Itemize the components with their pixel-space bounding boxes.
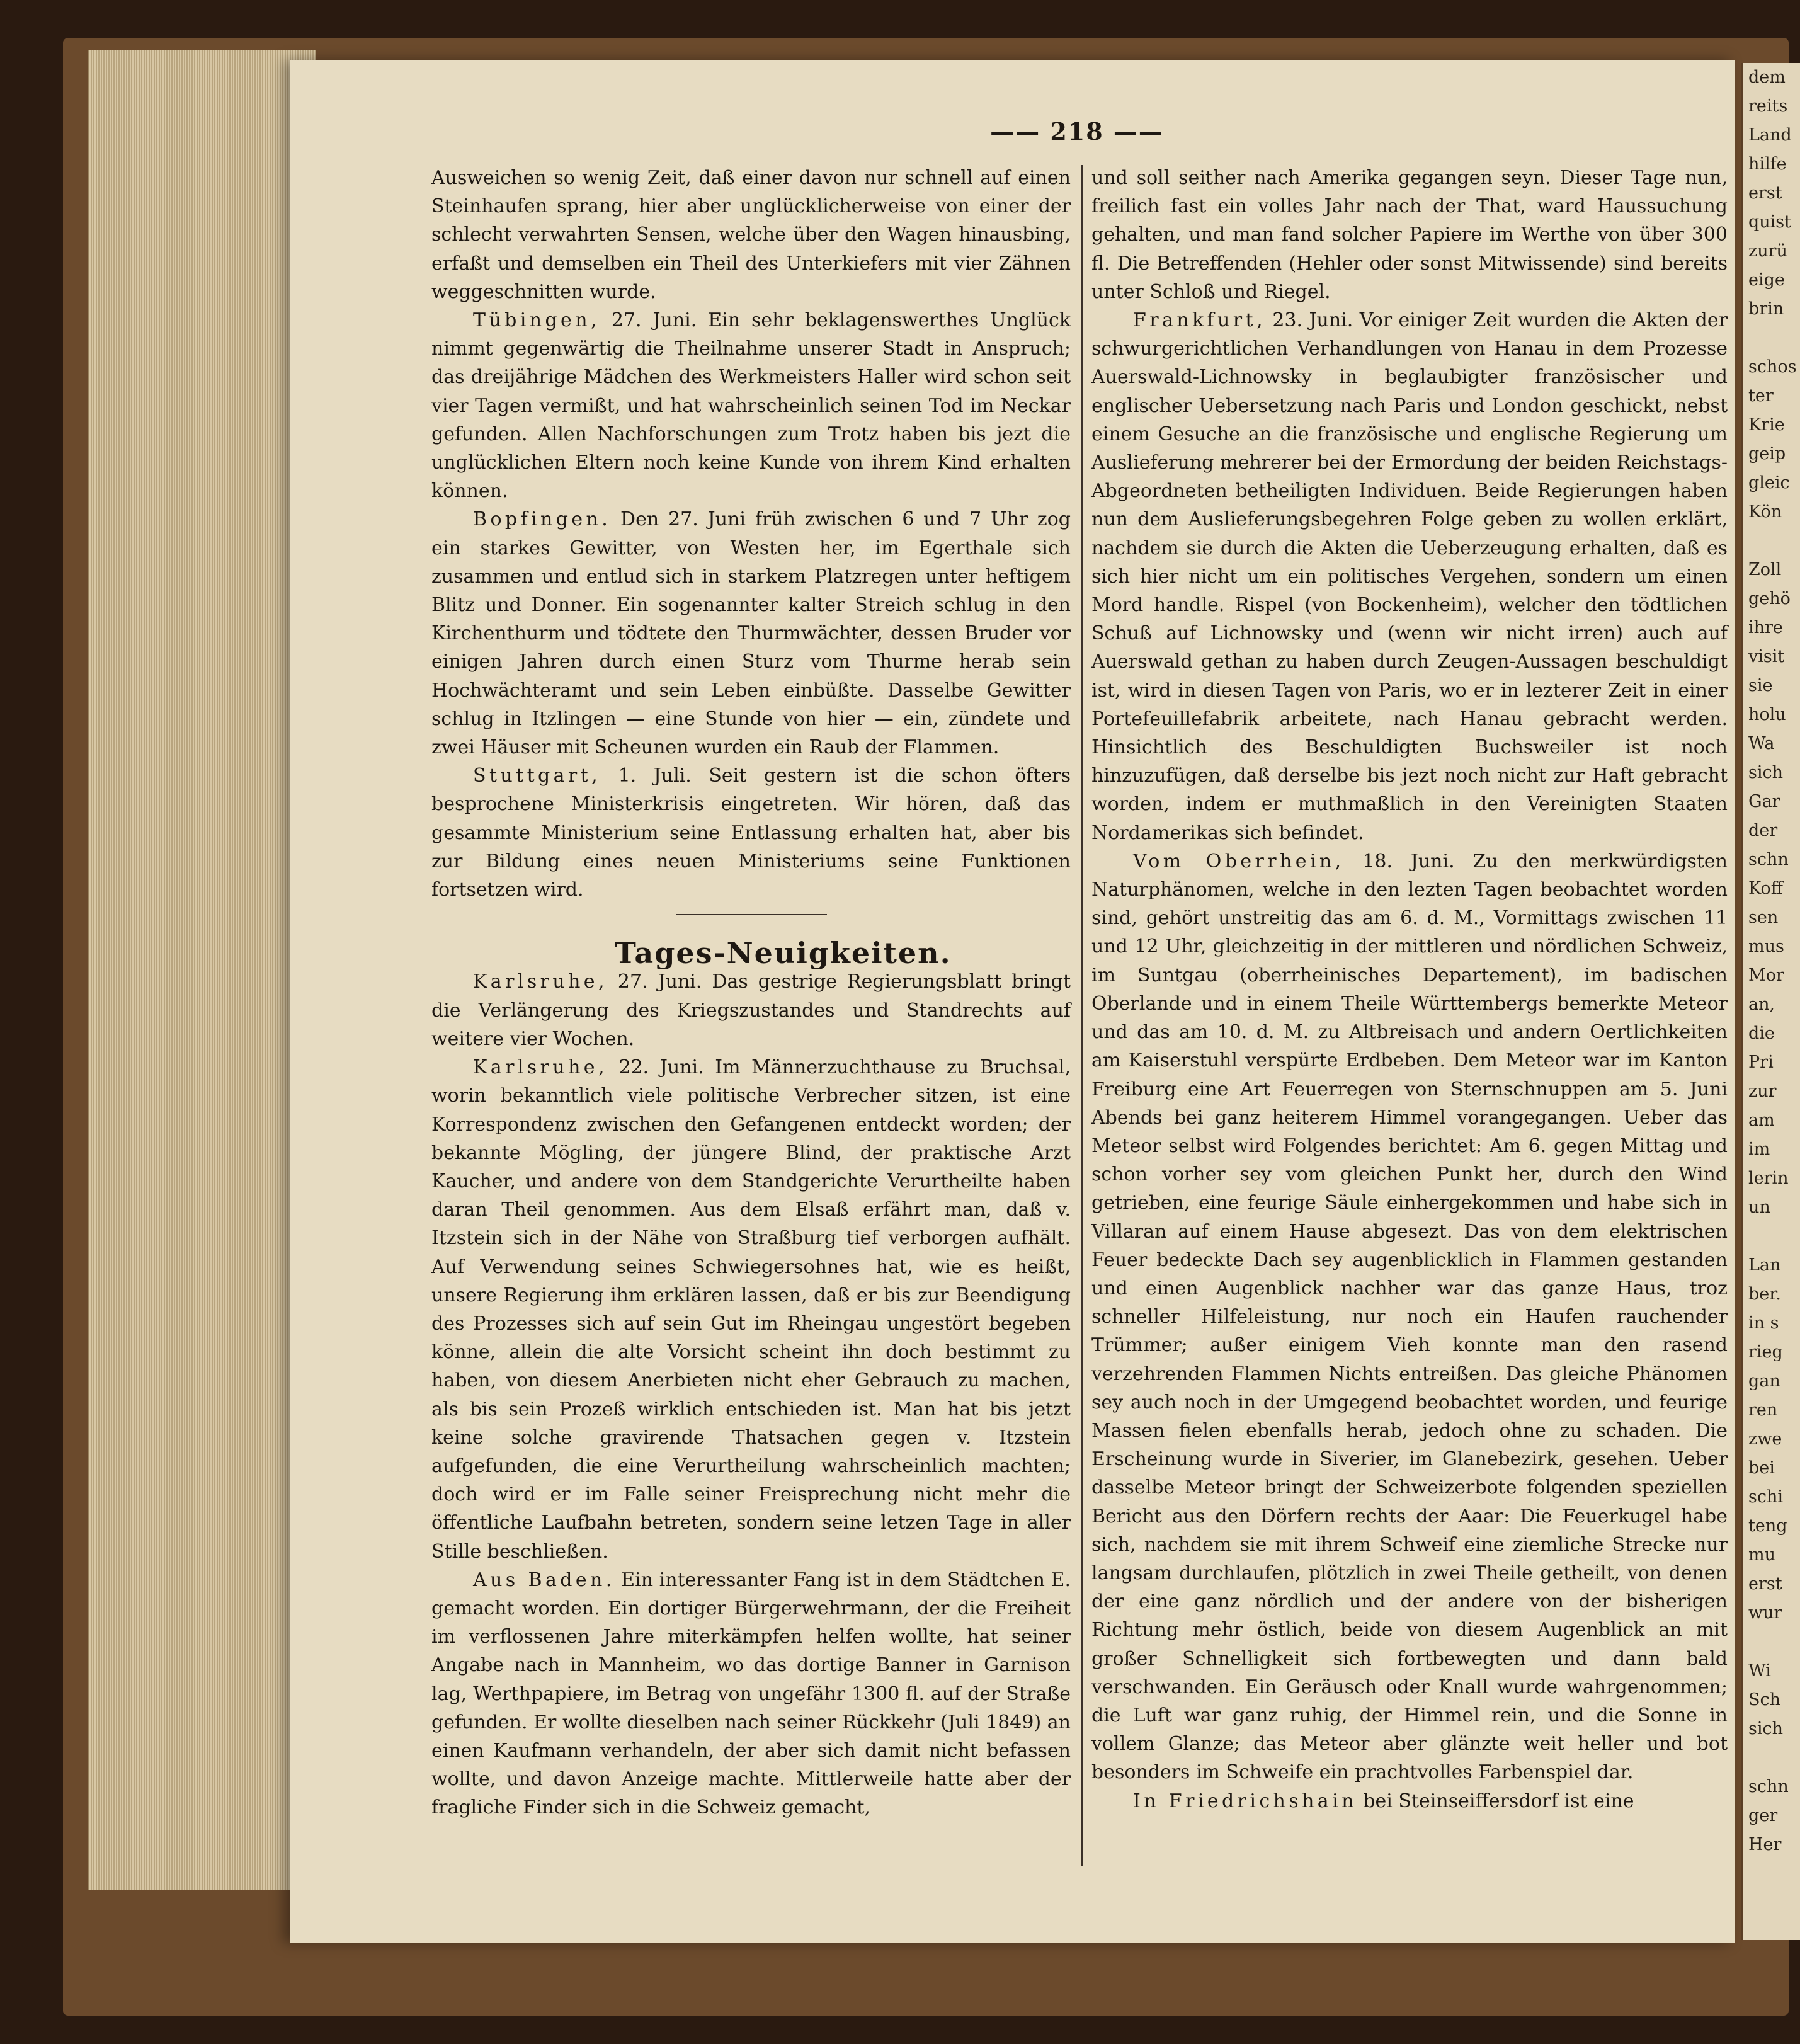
- word-fragment: gehö: [1748, 589, 1791, 608]
- word-fragment: un: [1748, 1197, 1770, 1217]
- word-fragment: eige: [1748, 270, 1785, 290]
- word-fragment: [1743, 1222, 1800, 1251]
- paragraph: Karlsruhe, 22. Juni. Im Männerzuchthause zu Bruchsal, worin bekanntlich viele politische Verbrecher sitzen, ist eine Korrespondenz zwischen den Gefangenen entdeckt worden; der bekannte Mögling, der jüngere Blind, der praktische Arzt Kaucher, und andere von dem Standgerichte Verurtheilte haben daran Theil genommen. Aus dem Elsaß erfährt man, daß v. Itzstein sich in der Nähe von Straßburg tief verborgen aufhält. Auf Verwendung seines Schwiegersohnes hat, wie es heißt, unsere Regierung ihm erklären lassen, daß er bis zur Beendigung des Prozesses sich auf sein Gut im Rheingau ungestört begeben könne, allein die alte Vorsicht scheint ihn doch bestimmt zu haben, von diesem Anerbieten nicht eher Gebrauch zu machen, als bis sein Prozeß wirklich entschieden ist. Man hat bis jetzt keine solche gravirende Thatsachen gegen v. Itzstein aufgefunden, die eine Verurtheilung wahrscheinlich machten; doch wird er im Falle seiner Freisprechung nicht mehr die öffentliche Laufbahn betreten, sondern seine letzen Tage in aller Stille beschließen.: [431, 1056, 1071, 1563]
- paragraph: Aus Baden. Ein interessanter Fang ist in dem Städtchen E. gemacht worden. Ein dortiger Bürgerwehrmann, der die Freiheit im verflossenen Jahre miterkämpfen helfen wollte, hat seiner Angabe nach in Mannheim, wo das dortige Banner in Garnison lag, Werthpapiere, im Betrag von ungefähr 1300 fl. auf der Straße gefunden. Er wollte dieselben nach seiner Rückkehr (Juli 1849) an einen Kaufmann verhandeln, der aber sich damit nicht befassen wollte, und davon Anzeige machte. Mittlerweile hatte aber der fragliche Finder sich in die Schweiz gemacht,: [431, 1568, 1071, 1819]
- dateline: Aus Baden.: [473, 1568, 615, 1591]
- word-fragment: bei: [1748, 1458, 1775, 1478]
- word-fragment: [1743, 1628, 1800, 1657]
- dateline: Tübingen,: [473, 309, 600, 332]
- dateline: Vom Oberrhein,: [1133, 850, 1345, 872]
- word-fragment: [1743, 527, 1800, 556]
- word-fragment: ter: [1748, 386, 1774, 406]
- word-fragment: an,: [1748, 995, 1775, 1014]
- word-fragment: sich: [1748, 1719, 1784, 1739]
- word-fragment: ber.: [1748, 1284, 1781, 1304]
- word-fragment: die: [1748, 1024, 1775, 1043]
- word-fragment: wur: [1748, 1603, 1782, 1623]
- dateline: Frankfurt,: [1133, 309, 1266, 332]
- word-fragment: [1743, 324, 1800, 353]
- word-fragment: visit: [1748, 647, 1785, 666]
- word-fragment: teng: [1748, 1516, 1787, 1536]
- word-fragment: [1743, 1744, 1800, 1773]
- word-fragment: Krie: [1748, 415, 1785, 435]
- word-fragment: schn: [1748, 850, 1789, 869]
- word-fragment: sich: [1748, 763, 1784, 782]
- word-fragment: dem: [1748, 67, 1786, 87]
- word-fragment: ren: [1748, 1400, 1778, 1420]
- paragraph: Bopfingen. Den 27. Juni früh zwischen 6 und 7 Uhr zog ein starkes Gewitter, von Westen her, im Egerthale sich zusammen und entlud sich in starkem Platzregen unter heftigem Blitz und Donner. Ein sogenannter kalter Streich schlug in den Kirchenthurm und tödtete den Thurmwächter, dessen Bruder vor einigen Jahren durch einen Sturz vom Thurme herab sein Hochwächteramt und sein Leben einbüßte. Dasselbe Gewitter schlug in Itzlingen — eine Stunde von hier — ein, zündete und zwei Häuser mit Scheunen wurden ein Raub der Flammen.: [431, 508, 1071, 759]
- word-fragment: rieg: [1748, 1342, 1783, 1362]
- word-fragment: reits: [1748, 96, 1788, 116]
- word-fragment: schos: [1748, 357, 1797, 377]
- column-rule: [1081, 165, 1083, 1866]
- word-fragment: ger: [1748, 1806, 1778, 1825]
- right-column: [1091, 164, 1728, 1815]
- word-fragment: zurü: [1748, 241, 1787, 261]
- word-fragment: holu: [1748, 705, 1786, 724]
- word-fragment: brin: [1748, 299, 1784, 319]
- paragraph: Karlsruhe, 27. Juni. Das gestrige Regierungsblatt bringt die Verlängerung des Kriegszustandes und Standrechts auf weitere vier Wochen.: [431, 971, 1071, 1050]
- word-fragment: Land: [1748, 125, 1792, 145]
- page-number: —— 218 ——: [990, 117, 1164, 146]
- word-fragment: ihre: [1748, 618, 1783, 637]
- word-fragment: lerin: [1748, 1168, 1789, 1188]
- word-fragment: Koff: [1748, 879, 1783, 898]
- word-fragment: sen: [1748, 908, 1779, 927]
- dateline: Karlsruhe,: [473, 971, 608, 993]
- word-fragment: Kön: [1748, 502, 1782, 522]
- paragraph: Ausweichen so wenig Zeit, daß einer davon nur schnell auf einen Steinhaufen sprang, hier aber unglücklicherweise von einer der schlecht verwahrten Sensen, welche über den Wagen hinausbing, erfaßt und demselben ein Theil des Unterkiefers mit vier Zähnen weggeschnitten wurde.: [431, 167, 1071, 303]
- word-fragment: sie: [1748, 676, 1773, 695]
- word-fragment: zwe: [1748, 1429, 1782, 1449]
- dateline: In Friedrichshain: [1133, 1790, 1357, 1812]
- adjacent-page-fragment: [1741, 63, 1800, 1940]
- section-divider: [676, 914, 827, 915]
- word-fragment: schn: [1748, 1777, 1789, 1796]
- paragraph: Vom Oberrhein, 18. Juni. Zu den merkwürdigsten Naturphänomen, welche in den lezten Tagen beobachtet worden sind, gehört unstreitig das am 6. d. M., Vormittags zwischen 11 und 12 Uhr, gleichzeitig in der mittleren und nördlichen Schweiz, im Suntgau (oberrheinisches Departement), im badischen Oberlande und in einem Theile Württembergs bemerkte Meteor und das am 10. d. M. zu Altbreisach und andern Oertlichkeiten am Kaiserstuhl verspürte Erdbeben. Dem Meteor war im Kanton Freiburg eine Art Feuerregen von Sternschnuppen am 5. Juni Abends bei ganz heiterem Himmel vorangegangen. Ueber das Meteor selbst wird Folgendes berichtet: Am 6. gegen Mittag und schon vorher sey vom gleichen Punkt her, durch den Wind getrieben, eine feurige Säule einhergekommen und habe sich in Villaran auf einem Hause abgesezt. Das von dem elektrischen Feuer bedeckte Dach sey augenblicklich in Flammen gestanden und einen Augenblick nachher war das ganze Haus, troz schneller Hilfeleistung, nur noch ein Haufen rauchender Trümmer; außer einigem Vieh konnte man den rasend verzehrenden Flammen Nichts entreißen. Das gleiche Phänomen sey auch noch in der Umgegend beobachtet worden, und feurige Massen fielen ebenfalls herab, jedoch ohne zu schaden. Die Erscheinung wurde in Siverier, im Glanebezirk, gesehen. Ueber dasselbe Meteor bringt der Schweizerbote folgenden speziellen Bericht aus den Dörfern rechts der Aaar: Die Feuerkugel habe sich, nachdem sie mit ihrem Schweif eine ziemliche Strecke nur langsam durchlaufen, plötzlich in zwei Theile getheilt, von denen der eine ganz nördlich und der andere von der bisherigen Richtung mehr östlich, beide von diesem Augenblick an mit großer Schnelligkeit sich fortbewegten und dann bald verschwanden. Ein Geräusch oder Knall wurde wahrgenommen; die Luft war ganz ruhig, der Himmel rein, und die Sonne in vollem Glanze; das Meteor aber glänzte weit heller und bot besonders im Schweife ein prachtvolles Farbenspiel dar.: [1091, 850, 1728, 1784]
- word-fragment: Mor: [1748, 966, 1784, 985]
- dateline: Stuttgart,: [473, 765, 601, 787]
- left-column: [431, 164, 1071, 1822]
- word-fragment: Her: [1748, 1835, 1782, 1854]
- word-fragment: schi: [1748, 1487, 1784, 1507]
- paragraph: Frankfurt, 23. Juni. Vor einiger Zeit wurden die Akten der schwurgerichtlichen Verhandlungen von Hanau in dem Prozesse Auerswald-Lichnowsky in beglaubigter französischer und englischer Uebersetzung nach Paris und London geschickt, nebst einem Gesuche an die französische und englische Regierung um Auslieferung mehrerer bei der Ermordung der beiden Reichstags-Abgeordneten betheiligten Individuen. Beide Regierungen haben nun dem Auslieferungsbegehren Folge geben zu wollen erklärt, nachdem sie durch die Akten die Ueberzeugung erhalten, daß es sich hier nicht um ein politisches Vergehen, sondern um einen Mord handle. Rispel (von Bockenheim), welcher den tödtlichen Schuß auf Lichnowsky und (wenn wir nicht irren) auch auf Auerswald gethan zu haben durch Zeugen-Aussagen beschuldigt ist, wird in diesen Tagen von Paris, wo er in lezterer Zeit in einer Portefeuillefabrik arbeitete, nach Hanau gebracht werden. Hinsichtlich des Beschuldigten Buchsweiler ist noch hinzuzufügen, daß derselbe bis jezt noch nicht zur Haft gebracht worden, indem er muthmaßlich in den Vereinigten Staaten Nordamerikas sich befindet.: [1091, 309, 1728, 844]
- word-fragment: Wa: [1748, 734, 1775, 753]
- word-fragment: gleic: [1748, 473, 1790, 493]
- paragraph: Tübingen, 27. Juni. Ein sehr beklagenswerthes Unglück nimmt gegenwärtig die Theilnahme unserer Stadt in Anspruch; das dreijährige Mädchen des Werkmeisters Haller wird schon seit vier Tagen vermißt, und hat wahrscheinlich seinen Tod im Neckar gefunden. Allen Nachforschungen zum Trotz haben bis jezt die unglücklichen Eltern noch keine Kunde von ihrem Kind erhalten können.: [431, 309, 1071, 503]
- word-fragment: Zoll: [1748, 560, 1782, 580]
- paragraph: In Friedrichshain bei Steinseiffersdorf ist eine: [1133, 1790, 1634, 1812]
- word-fragment: erst: [1748, 1574, 1782, 1594]
- dateline: Karlsruhe,: [473, 1056, 608, 1079]
- word-fragment: der: [1748, 821, 1778, 840]
- word-fragment: gan: [1748, 1371, 1780, 1391]
- word-fragment: hilfe: [1748, 154, 1787, 174]
- word-fragment: Wi: [1748, 1661, 1771, 1681]
- word-fragment: Pri: [1748, 1053, 1774, 1072]
- word-fragment: mus: [1748, 937, 1784, 956]
- word-fragment: erst: [1748, 183, 1782, 203]
- word-fragment: Lan: [1748, 1255, 1781, 1275]
- paragraph: und soll seither nach Amerika gegangen seyn. Dieser Tage nun, freilich fast ein volles Jahr nach der That, ward Haussuchung gehalten, und man fand solcher Papiere im Werthe von über 300 fl. Die Betreffenden (Hehler oder sonst Mitwissende) sind bereits unter Schloß und Riegel.: [1091, 167, 1728, 303]
- word-fragment: zur: [1748, 1082, 1777, 1101]
- word-fragment: am: [1748, 1110, 1775, 1130]
- word-fragment: mu: [1748, 1545, 1775, 1565]
- word-fragment: in s: [1748, 1313, 1779, 1333]
- page-edges: [88, 50, 316, 1890]
- word-fragment: Sch: [1748, 1690, 1781, 1710]
- dateline: Bopfingen.: [473, 508, 612, 531]
- word-fragment: Gar: [1748, 792, 1780, 811]
- paragraph: Stuttgart, 1. Juli. Seit gestern ist die schon öfters besprochene Ministerkrisis eingetreten. Wir hören, daß das gesammte Ministerium seine Entlassung erhalten hat, aber bis zur Bildung eines neuen Ministeriums seine Funktionen fortsetzen wird.: [431, 765, 1071, 901]
- word-fragment: geip: [1748, 444, 1786, 464]
- word-fragment: im: [1748, 1139, 1770, 1159]
- section-title: Tages-Neuigkeiten.: [614, 936, 952, 971]
- word-fragment: quist: [1748, 212, 1792, 232]
